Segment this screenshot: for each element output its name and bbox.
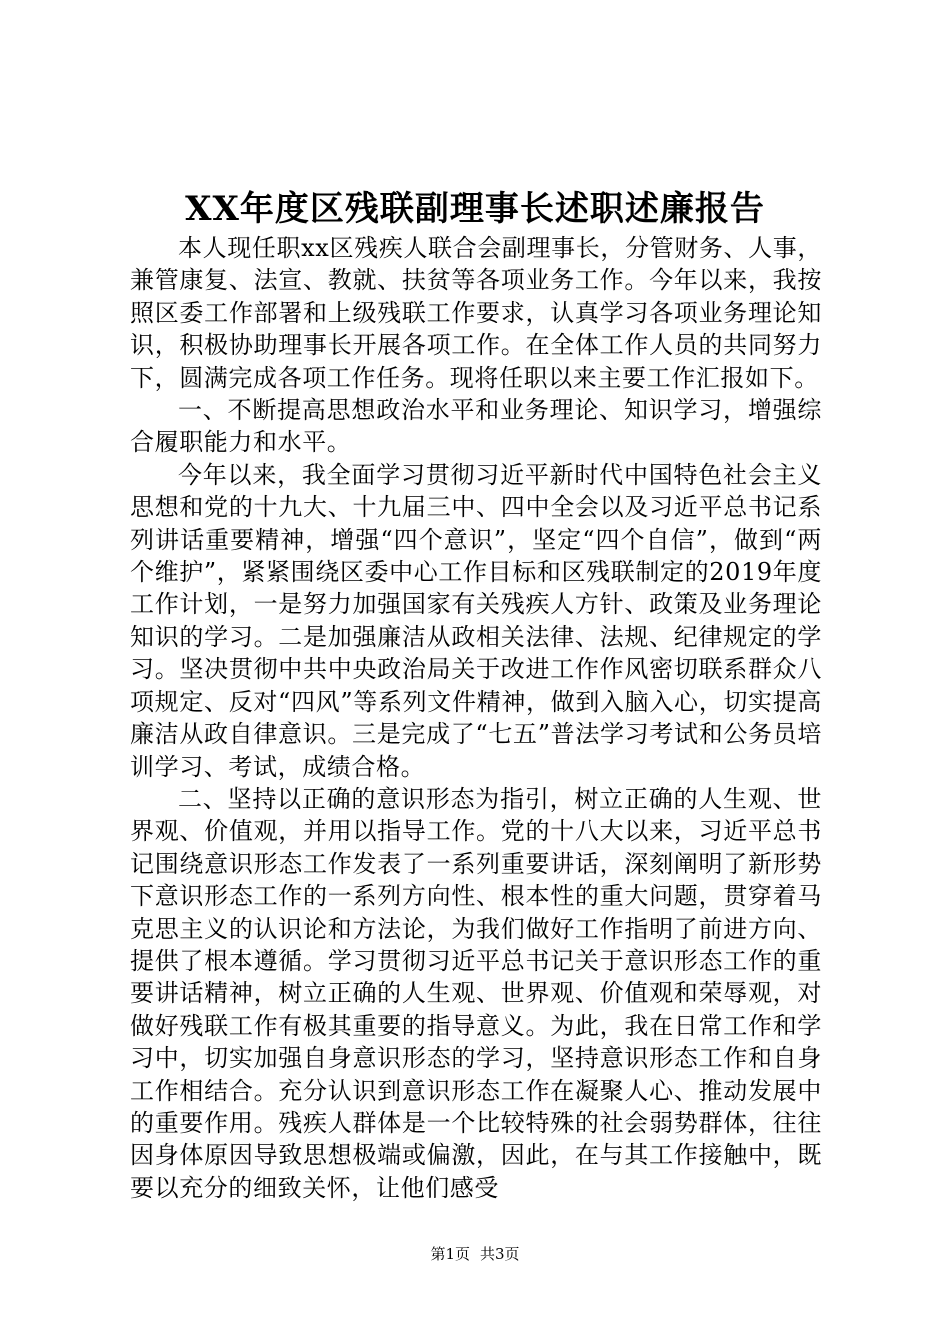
document-body (130, 232, 822, 1204)
paragraph-section-2: 二、坚持以正确的意识形态为指引，树立正确的人生观、世界观、价值观，并用以指导工作。党的十八大以来，习近平总书记围绕意识形态工作发表了一系列重要讲话，深刻阐明了新形势下意识形态工作的一系列方向性、根本性的重大问题，贯穿着马克思主义的认识论和方法论，为我们做好工作指明了前进方向、提供了根本遵循。学习贯彻习近平总书记关于意识形态工作的重要讲话精神，树立正确的人生观、世界观、价值观和荣辱观，对做好残联工作有极其重要的指导意义。为此，我在日常工作和学习中，切实加强自身意识形态的学习，坚持意识形态工作和自身工作相结合。充分认识到意识形态工作在凝聚人心、推动发展中的重要作用。残疾人群体是一个比较特殊的社会弱势群体，往往因身体原因导致思想极端或偏激，因此，在与其工作接触中，既要以充分的细致关怀，让他们感受 (130, 784, 822, 1202)
paragraph-section-1-heading: 一、不断提高思想政治水平和业务理论、知识学习，增强综合履职能力和水平。 (130, 396, 822, 457)
page-footer (0, 1244, 950, 1264)
paragraph-intro: 本人现任职xx区残疾人联合会副理事长，分管财务、人事，兼管康复、法宣、教就、扶贫等各项业务工作。今年以来，我按照区委工作部署和上级残联工作要求，认真学习各项业务理论知识，积极协助理事长开展各项工作。在全体工作人员的共同努力下，圆满完成各项工作任务。现将任职以来主要工作汇报如下。 (130, 234, 822, 392)
page-number-current: 第1页 (430, 1245, 470, 1263)
paragraph-section-1-body: 今年以来，我全面学习贯彻习近平新时代中国特色社会主义思想和党的十九大、十九届三中、四中全会以及习近平总书记系列讲话重要精神，增强“四个意识”，坚定“四个自信”，做到“两个维护”，紧紧围绕区委中心工作目标和区残联制定的2019年度工作计划，一是努力加强国家有关残疾人方针、政策及业务理论知识的学习。二是加强廉洁从政相关法律、法规、纪律规定的学习。坚决贯彻中共中央政治局关于改进工作作风密切联系群众八项规定、反对“四风”等系列文件精神，做到入脑入心，切实提高廉洁从政自律意识。三是完成了“七五”普法学习考试和公务员培训学习、考试，成绩合格。 (130, 460, 822, 781)
page-number-total: 共3页 (480, 1245, 520, 1263)
document-title: XX年度区残联副理事长述职述廉报告 (185, 189, 765, 229)
